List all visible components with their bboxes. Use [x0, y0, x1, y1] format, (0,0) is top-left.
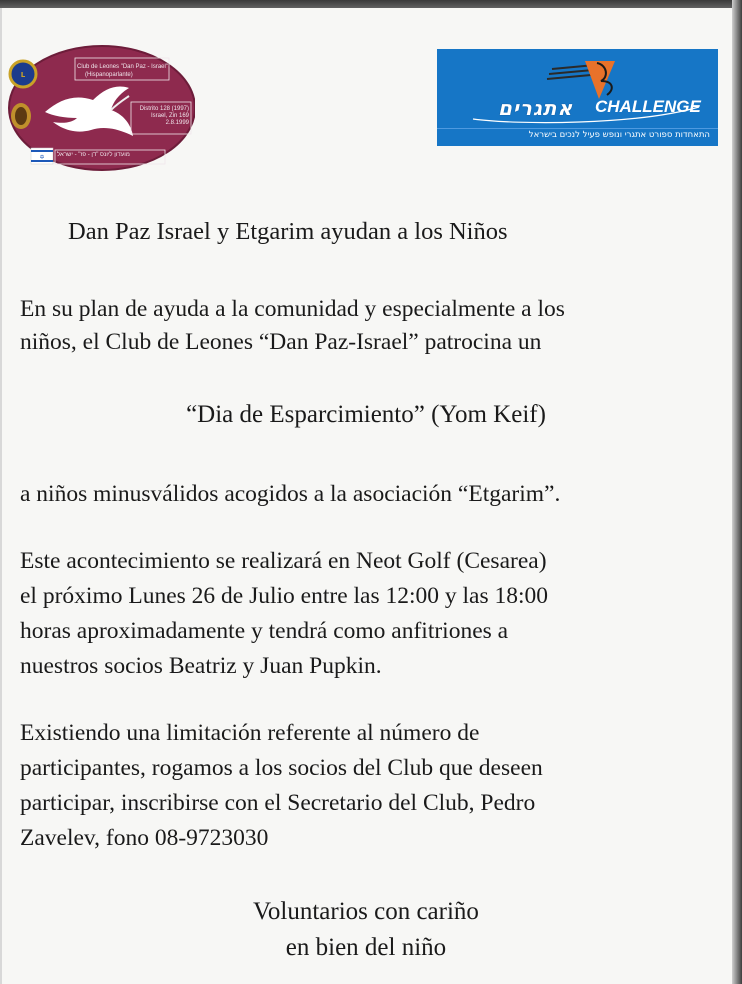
closing-line: Voluntarios con cariño	[253, 898, 479, 925]
svg-text:L: L	[20, 71, 26, 79]
paragraph-line: En su plan de ayuda a la comunidad y especialmente a los	[20, 296, 565, 322]
paragraph-line: a niños minusválidos acogidos a la asociación “Etgarim”.	[20, 481, 561, 507]
paragraph-line: participar, inscribirse con el Secretario del Club, Pedro	[20, 790, 536, 816]
paragraph-event-details	[20, 544, 548, 684]
lions-club-name: Club de Leones "Dan Paz - Israel"	[77, 64, 168, 70]
lions-club-hebrew-name: מועדון ליונס "דן - פז" - ישראל	[57, 152, 130, 158]
scan-edge-right	[732, 0, 742, 984]
paragraph-line: participantes, rogamos a los socios del Club que deseen	[20, 755, 543, 781]
paragraph-line: horas aproximadamente y tendrá como anfitriones a	[20, 618, 509, 644]
document-page	[0, 8, 732, 984]
lions-club-subtitle: (Hispanoparlante)	[85, 72, 133, 78]
paragraph-line: nuestros socios Beatriz y Juan Pupkin.	[20, 653, 382, 679]
challenge-brand-name: CHALLENGE	[595, 97, 701, 116]
closing-line: en bien del niño	[285, 934, 447, 961]
paragraph-intro	[20, 293, 565, 359]
paragraph-beneficiaries	[20, 478, 560, 511]
challenge-tagline: התאחדות ספורט אתגרי ונופש פעיל לנכים בישראל	[528, 130, 710, 140]
paragraph-line: Este acontecimiento se realizará en Neot Golf (Cesarea)	[20, 548, 547, 574]
paragraph-line: Zavelev, fono 08-9723030	[20, 825, 269, 851]
document-title: Dan Paz Israel y Etgarim ayudan a los Niños	[68, 218, 508, 245]
paragraph-registration	[20, 716, 543, 856]
lions-club-details: Distrito 128 (1997) Israel, Zin 169 2.8.1999	[139, 106, 189, 126]
paragraph-line: el próximo Lunes 26 de Julio entre las 12:00 y las 18:00	[20, 583, 549, 609]
etgarim-hebrew-name: אתגרים	[496, 96, 578, 120]
svg-text:✡: ✡	[39, 154, 45, 161]
paragraph-line: niños, el Club de Leones “Dan Paz-Israel” patrocina un	[20, 329, 542, 355]
challenge-etgarim-logo	[437, 49, 718, 146]
lions-club-logo	[5, 44, 195, 174]
event-name: “Dia de Esparcimiento” (Yom Keif)	[186, 401, 546, 428]
paragraph-line: Existiendo una limitación referente al número de	[20, 720, 480, 746]
closing-motto	[0, 894, 732, 966]
